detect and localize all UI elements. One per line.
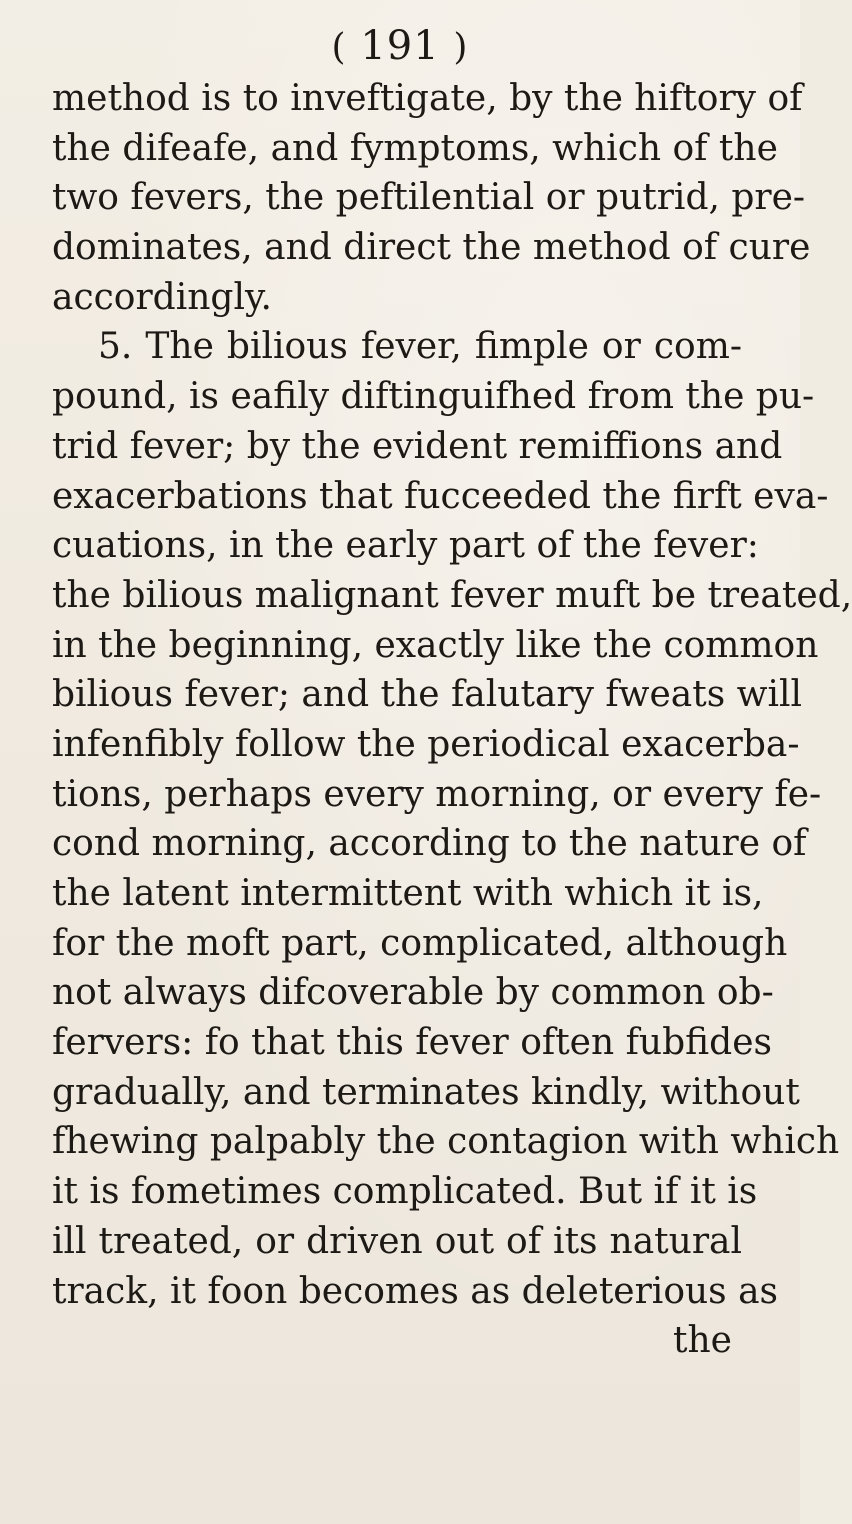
text-line: pound, is eafily diftinguifhed from the pu-	[52, 376, 815, 418]
text-line: cond morning, according to the nature of	[52, 823, 807, 865]
text-line: ill treated, or driven out of its natural	[52, 1220, 742, 1262]
text-line: two fevers, the peftilential or putrid, pre-	[52, 177, 806, 219]
text-line: method is to inveftigate, by the hiftory of	[52, 78, 803, 119]
text-line: the difeafe, and fymptoms, which of the	[52, 127, 778, 169]
text-line: infenfibly follow the periodical exacerba-	[52, 723, 800, 765]
text-line: bilious fever; and the falutary fweats will	[52, 674, 803, 716]
close-paren: )	[453, 27, 469, 68]
text-line: not always difcoverable by common ob-	[52, 972, 774, 1014]
text-line: dominates, and direct the method of cure	[52, 227, 811, 269]
text-line: track, it foon becomes as deleterious as	[52, 1270, 779, 1312]
text-line: fervers: fo that this fever often fubfides	[52, 1022, 772, 1064]
text-line: for the moft part, complicated, although	[52, 922, 788, 964]
text-line: gradually, and terminates kindly, without	[52, 1071, 800, 1113]
paragraph-start-line: 5. The bilious fever, fimple or com-	[98, 326, 742, 368]
body-text	[52, 74, 852, 1366]
text-line: cuations, in the early part of the fever:	[52, 525, 759, 567]
text-line: in the beginning, exactly like the common	[52, 624, 819, 666]
text-line: tions, perhaps every morning, or every fe-	[52, 773, 822, 815]
catchword: the	[673, 1320, 732, 1362]
text-line: fhewing palpably the contagion with which	[52, 1121, 840, 1163]
text-line: trid fever; by the evident remiffions and	[52, 425, 783, 467]
text-line: the latent intermittent with which it is,	[52, 873, 764, 914]
text-line: it is fometimes complicated. But if it is	[52, 1171, 758, 1213]
open-paren: (	[331, 27, 347, 68]
page-header	[0, 23, 800, 69]
text-line: the bilious malignant fever muft be treated,	[52, 574, 852, 616]
page-number: 191	[360, 23, 440, 69]
text-line: accordingly.	[52, 276, 272, 318]
text-line: exacerbations that fucceeded the firft eva-	[52, 475, 829, 517]
